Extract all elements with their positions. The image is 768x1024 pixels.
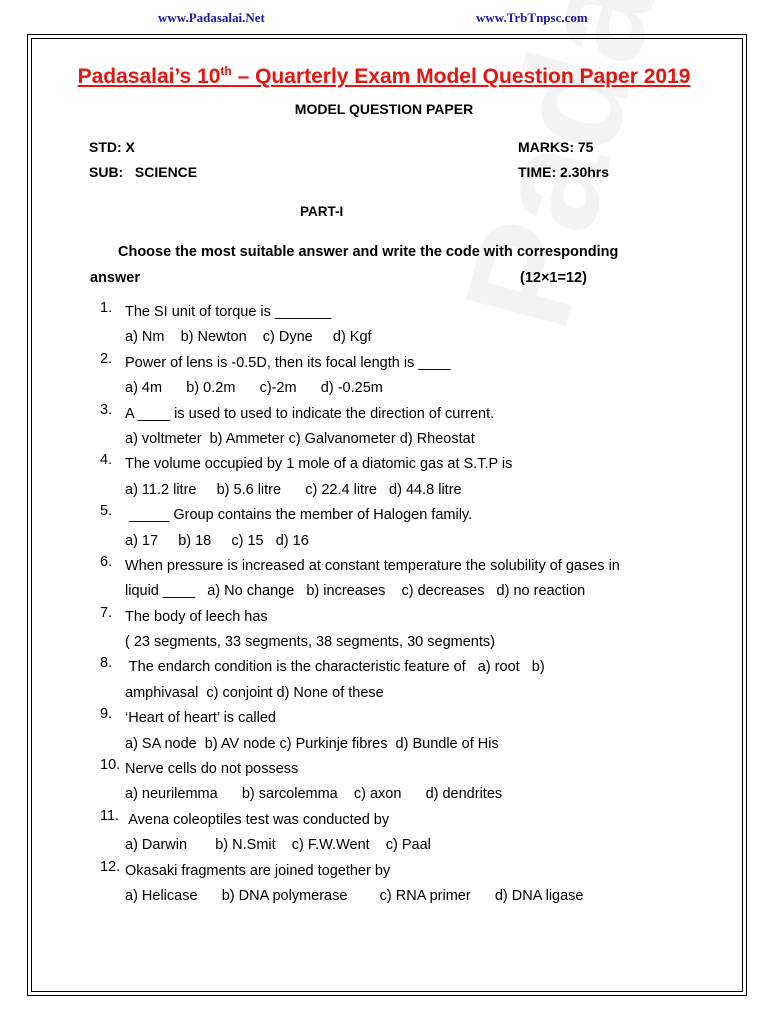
part-heading: PART-I [300,204,344,219]
question-options: a) 4m b) 0.2m c)-2m d) -0.25m [125,380,383,397]
question-text: Power of lens is -0.5D, then its focal length is ____ [125,354,451,371]
question-item [100,452,700,503]
question-text: The body of leech has [125,608,268,625]
header-link-padasalai[interactable]: www.Padasalai.Net [158,10,265,25]
question-item [100,757,700,808]
question-options: amphivasal c) conjoint d) None of these [125,684,384,701]
question-item [100,605,700,656]
question-item [100,351,700,402]
title-suffix: – Quarterly Exam Model Question Paper 2019 [231,65,691,88]
page-subtitle: MODEL QUESTION PAPER [294,101,474,117]
question-text: A ____ is used to used to indicate the direction of current. [125,405,495,422]
page-title [0,64,768,89]
question-number: 3. [100,401,113,418]
question-number: 11. [100,807,120,824]
header-link-trbtnpsc[interactable]: www.TrbTnpsc.com [476,10,588,25]
question-options: a) Nm b) Newton c) Dyne d) Kgf [125,329,372,346]
question-number: 6. [100,553,113,570]
question-item [100,808,700,859]
instruction-marks: (12×1=12) [520,270,587,286]
question-item [100,503,700,554]
question-options: a) SA node b) AV node c) Purkinje fibres d) Bundle of His [125,735,499,752]
question-text: The SI unit of torque is _______ [125,304,332,320]
question-text: ‘Heart of heart’ is called [125,710,276,727]
instruction-block [90,239,670,291]
question-list [100,300,700,909]
question-item [100,402,700,453]
marks-label: MARKS: 75 [518,139,594,155]
question-number: 7. [100,604,113,621]
question-options: a) voltmeter b) Ammeter c) Galvanometer d) Rheostat [125,430,475,447]
question-item [100,655,700,706]
question-text: Okasaki fragments are joined together by [125,862,391,879]
question-number: 9. [100,706,113,723]
question-number: 5. [100,503,113,520]
question-number: 1. [100,300,113,316]
title-prefix: Padasalai’s 10 [77,65,221,88]
question-item [100,300,700,351]
title-superscript: th [220,64,232,78]
question-text: _____ Group contains the member of Halogen family. [125,507,473,524]
question-number: 12. [100,858,121,875]
instruction-line-2 [90,265,670,291]
question-options: liquid ____ a) No change b) increases c) decreases d) no reaction [125,583,586,600]
question-number: 8. [100,655,113,672]
subject-label: SUB: SCIENCE [89,164,198,180]
question-text: The endarch condition is the characteristic feature of a) root b) [125,659,545,676]
question-number: 10. [100,757,121,774]
question-text: The volume occupied by 1 mole of a diatomic gas at S.T.P is [125,456,513,473]
question-options: a) 11.2 litre b) 5.6 litre c) 22.4 litre d) 44.8 litre [125,481,462,498]
question-text: Avena coleoptiles test was conducted by [125,811,390,828]
question-item [100,706,700,757]
question-text: When pressure is increased at constant temperature the solubility of gases in [125,557,620,574]
question-options: a) Helicase b) DNA polymerase c) RNA primer d) DNA ligase [125,887,584,904]
question-item [100,859,700,910]
std-label: STD: X [89,139,135,155]
question-options: a) Darwin b) N.Smit c) F.W.Went c) Paal [125,837,431,854]
question-options: ( 23 segments, 33 segments, 38 segments, 30 segments) [125,634,495,651]
question-options: a) 17 b) 18 c) 15 d) 16 [125,532,309,549]
instruction-answer-word: answer [90,270,140,286]
instruction-line-1: Choose the most suitable answer and write the code with corresponding [118,244,619,260]
question-options: a) neurilemma b) sarcolemma c) axon d) dendrites [125,786,503,803]
question-text: Nerve cells do not possess [125,761,299,778]
time-label: TIME: 2.30hrs [518,164,610,180]
question-number: 2. [100,350,113,367]
question-number: 4. [100,452,113,469]
question-item [100,554,700,605]
